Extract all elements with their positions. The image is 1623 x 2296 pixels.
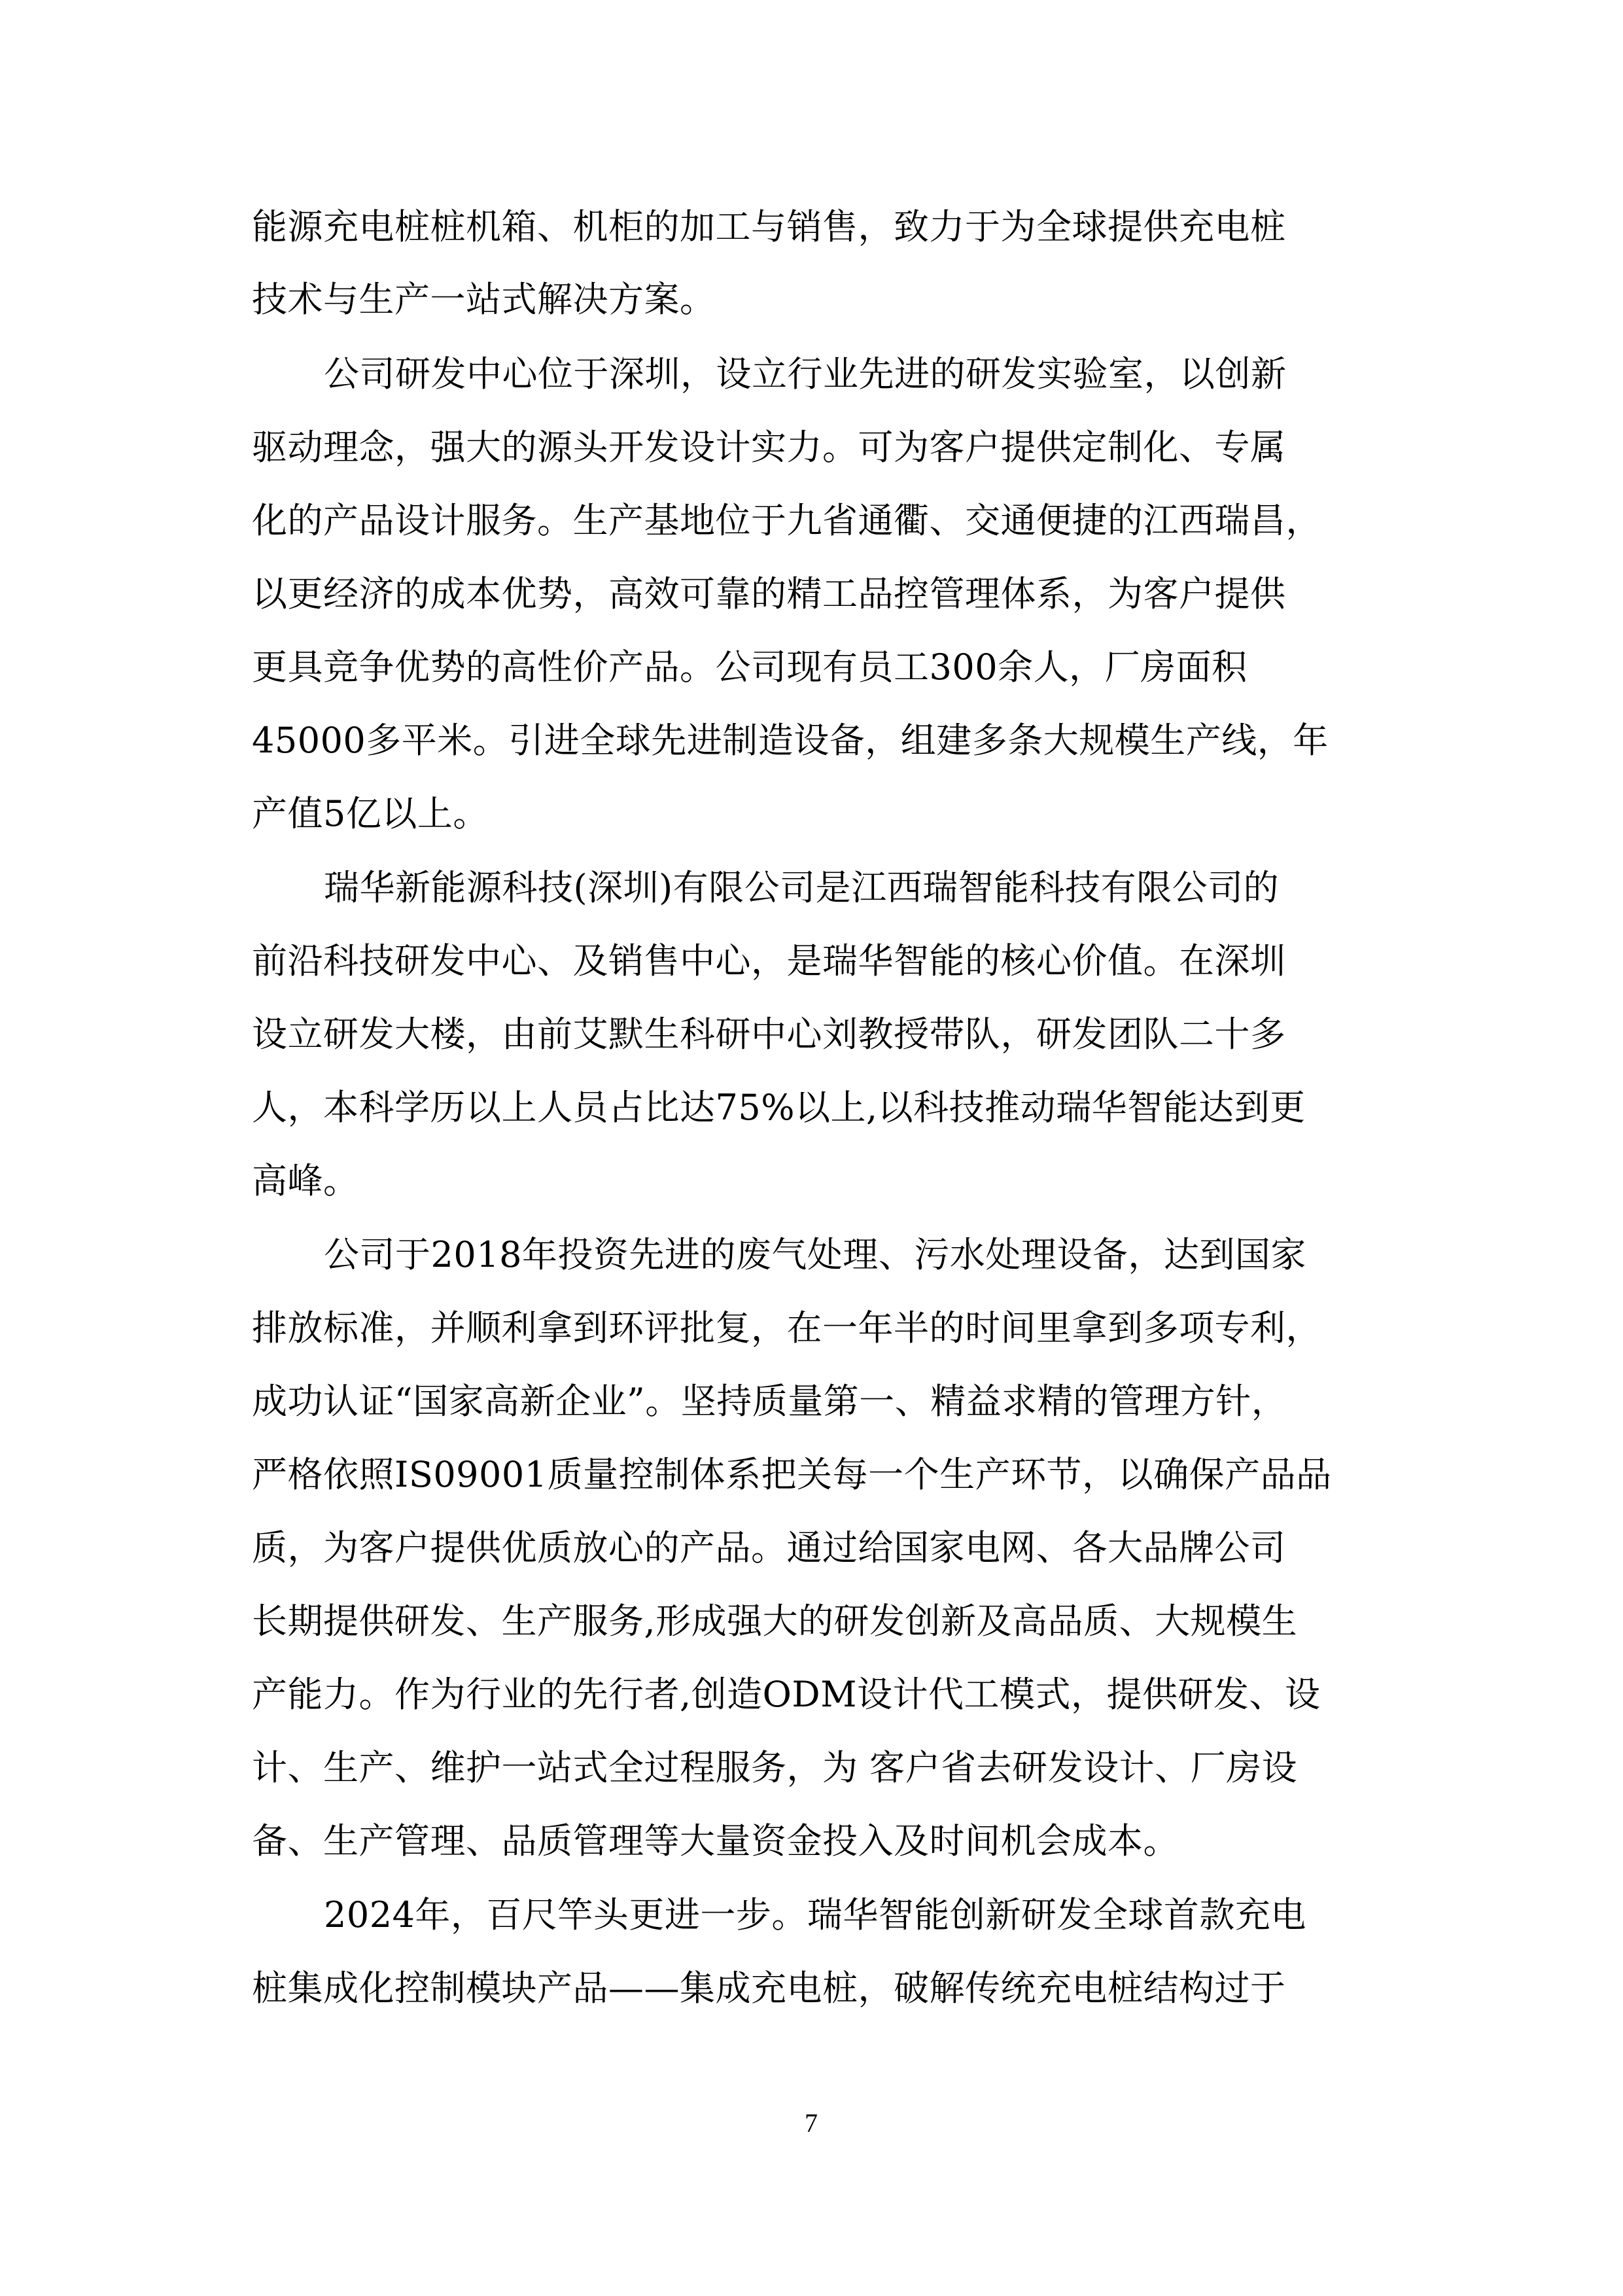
text-line: 驱动理念，强大的源头开发设计实力。可为客户提供定制化、专属: [252, 427, 1286, 468]
text-line: 高峰。: [252, 1160, 359, 1201]
text-line: 成功认证“国家高新企业”。坚持质量第一、精益求精的管理方针，: [252, 1381, 1287, 1422]
text-line: 技术与生产一站式解决方案。: [252, 279, 716, 320]
text-line: 严格依照IS09001质量控制体系把关每一个生产环节，以确保产品品: [252, 1454, 1332, 1495]
paragraph-first-line: 2024年，百尺竿头更进一步。瑞华智能创新研发全球首款充电: [324, 1894, 1306, 1935]
text-line: 长期提供研发、生产服务,形成强大的研发创新及高品质、大规模生: [252, 1600, 1298, 1642]
text-line: 人，本科学历以上人员占比达75%以上,以科技推动瑞华智能达到更: [252, 1087, 1306, 1128]
text-line: 化的产品设计服务。生产基地位于九省通衢、交通便捷的江西瑞昌，: [252, 500, 1321, 541]
text-line: 产能力。作为行业的先行者,创造ODM设计代工模式，提供研发、设: [252, 1674, 1321, 1715]
text-line: 备、生产管理、品质管理等大量资金投入及时间机会成本。: [252, 1820, 1179, 1862]
text-line: 设立研发大楼，由前艾默生科研中心刘教授带队，研发团队二十多: [252, 1014, 1286, 1055]
text-line: 排放标准，并顺利拿到环评批复，在一年半的时间里拿到多项专利，: [252, 1307, 1321, 1349]
text-line: 45000多平米。引进全球先进制造设备，组建多条大规模生产线，年: [252, 720, 1329, 761]
text-line: 计、生产、维护一站式全过程服务，为 客户省去研发设计、厂房设: [252, 1747, 1298, 1788]
text-line: 以更经济的成本优势，高效可靠的精工品控管理体系，为客户提供: [252, 573, 1286, 614]
text-line: 质，为客户提供优质放心的产品。通过给国家电网、各大品牌公司: [252, 1527, 1286, 1568]
text-line: 桩集成化控制模块产品——集成充电桩，破解传统充电桩结构过于: [252, 1968, 1286, 2009]
paragraph-first-line: 公司研发中心位于深圳，设立行业先进的研发实验室，以创新: [324, 353, 1287, 395]
text-line: 更具竞争优势的高性价产品。公司现有员工300余人，厂房面积: [252, 646, 1248, 688]
text-line: 产值5亿以上。: [252, 793, 489, 834]
paragraph-first-line: 公司于2018年投资先进的废气处理、污水处理设备，达到国家: [324, 1234, 1306, 1275]
text-line: 前沿科技研发中心、及销售中心，是瑞华智能的核心价值。在深圳: [252, 940, 1286, 981]
text-line: 能源充电桩桩机箱、机柜的加工与销售，致力于为全球提供充电桩: [252, 206, 1286, 247]
paragraph-first-line: 瑞华新能源科技(深圳)有限公司是江西瑞智能科技有限公司的: [324, 867, 1280, 908]
page-number: 7: [805, 2108, 818, 2138]
